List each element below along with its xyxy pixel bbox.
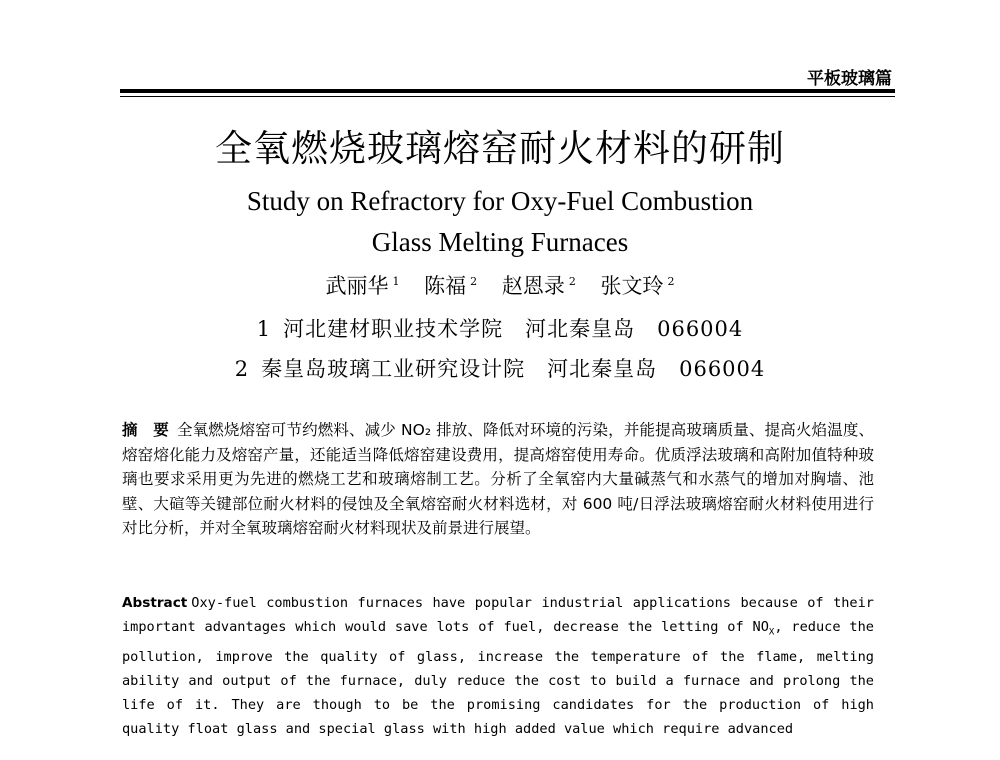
author-affiliation-mark: 1 [392, 275, 400, 288]
affiliation-city: 河北秦皇岛 [525, 317, 636, 341]
abstract-chinese-text: 全氧燃烧熔窑可节约燃料、减少 NO₂ 排放、降低对环境的污染，并能提高玻璃质量、提高火焰温度、熔窑熔化能力及熔窑产量，还能适当降低熔窑建设费用，提高熔窑使用寿命。优质浮法玻璃和高附加值特种玻璃也要求采用更为先进的燃烧工艺和玻璃熔制工艺。分析了全氧窑内大量碱蒸气和水蒸气的增加对胸墙、池壁、大碹等关键部位耐火材料的侵蚀及全氧熔窑耐火材料选材，对 600 吨/日浮法玻璃熔窑耐火材料使用进行对比分析，并对全氧玻璃熔窑耐火材料现状及前景进行展望。 [122, 421, 874, 537]
affiliation-1 [0, 313, 1000, 343]
author [424, 274, 477, 298]
title-english-line-2: Glass Melting Furnaces [371, 227, 629, 257]
abstract-english [122, 591, 874, 741]
author [601, 274, 675, 298]
abstract-english-label: Abstract [122, 595, 188, 611]
affiliation-city: 河北秦皇岛 [547, 357, 658, 381]
affiliation-postcode: 066004 [657, 317, 744, 341]
title-english-line-1: Study on Refractory for Oxy-Fuel Combustion [246, 186, 754, 216]
author [325, 274, 399, 298]
title-chinese: 全氧燃烧玻璃熔窑耐火材料的研制 [215, 127, 785, 170]
abstract-english-text: Oxy-fuel combustion furnaces have popular industrial applications because of their important advantages which would save lots of fuel, decrease the letting of NO [122, 595, 874, 635]
affiliation-number: 2 [234, 357, 250, 381]
author-list [0, 270, 1000, 300]
affiliation-2 [0, 353, 1000, 383]
header-rule-thick [120, 89, 895, 93]
abstract-chinese-label: 摘 要 [122, 421, 169, 439]
author-name: 赵恩录 [501, 274, 565, 298]
affiliation-postcode: 066004 [679, 357, 766, 381]
author-name: 武丽华 [325, 274, 389, 298]
author-affiliation-mark: 2 [470, 275, 478, 288]
author-affiliation-mark: 2 [568, 275, 576, 288]
affiliation-number: 1 [256, 317, 272, 341]
affiliation-org: 河北建材职业技术学院 [283, 317, 504, 341]
section-label: 平板玻璃篇 [807, 69, 892, 89]
affiliation-org: 秦皇岛玻璃工业研究设计院 [261, 357, 526, 381]
author-name: 张文玲 [600, 274, 664, 298]
abstract-english-subscript: X [768, 627, 775, 638]
author-affiliation-mark: 2 [667, 275, 675, 288]
abstract-english-text-cont: , reduce the pollution, improve the quality of glass, increase the temperature of the flame, melting ability and output of the furnace, duly reduce the cost to build a furnace and prolong the life of it. They are though to be the promising candidates for the production of high quality float glass and special glass with high added value which require advanced [122, 619, 874, 737]
author [502, 274, 576, 298]
header-rule-thin [120, 96, 895, 97]
abstract-chinese [122, 418, 874, 541]
author-name: 陈福 [424, 274, 467, 298]
